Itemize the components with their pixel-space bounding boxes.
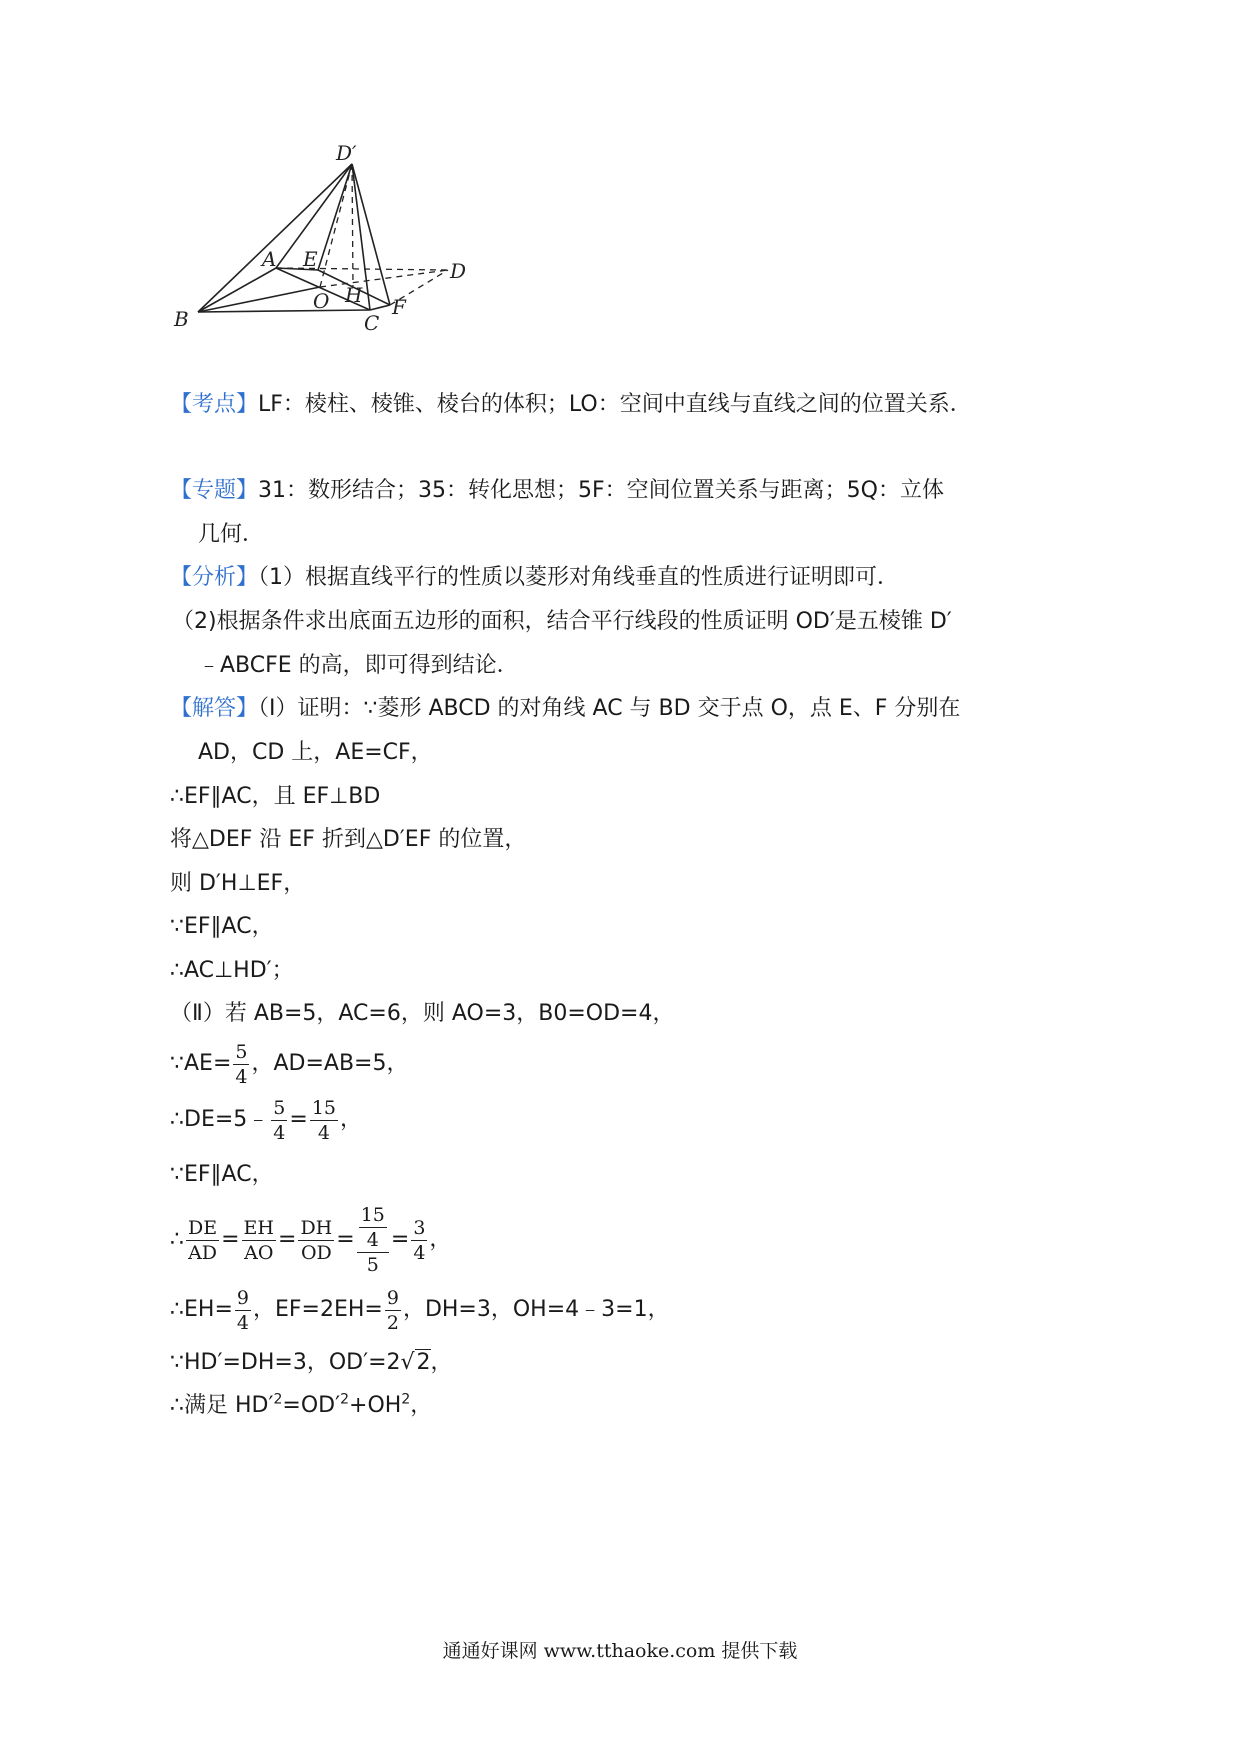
label-Dprime: D′ — [336, 141, 357, 165]
solution-line-1: ∴EF∥AC，且 EF⊥BD — [170, 784, 381, 809]
edge-BO — [198, 287, 320, 312]
pyramid-diagram — [174, 141, 540, 380]
label-F: F — [392, 295, 406, 319]
solution-line-11: ∴EH= $\frac{9}{4}$ ，EF=2EH= $\frac{9}{2}$ ，DH=3，OH=4﹣3=1， — [170, 1286, 670, 1334]
fraction-DE-AD: $\frac{DE}{AD}$ — [188, 1216, 218, 1264]
fraction-complex: $\frac{\frac{15}{4}}{5}$ — [357, 1203, 389, 1277]
fenxi-line-3: ﹣ABCFE 的高，即可得到结论． — [198, 653, 519, 678]
fenxi-line-2: （2)根据条件求出底面五边形的面积，结合平行线段的性质证明 OD′是五棱锥 D′ — [172, 609, 952, 634]
zhuanti-line-2: 几何． — [198, 522, 265, 547]
fenxi-text-1: （1）根据直线平行的性质以菱形对角线垂直的性质进行证明即可． — [258, 565, 900, 590]
jieda-tag: 【解答】 — [170, 696, 259, 721]
solution-line-6: （Ⅱ）若 AB=5，AC=6，则 AO=3，B0=OD=4， — [170, 1001, 675, 1026]
label-A: A — [262, 247, 277, 271]
label-C: C — [364, 311, 380, 335]
fraction-3-4: $\frac{3}{4}$ — [413, 1216, 426, 1264]
label-O: O — [313, 289, 330, 313]
solution-line-10: ∴ $\frac{DE}{AD}$ = $\frac{EH}{AO}$ = $\frac{DH}{OD}$ = $\frac{\frac{15}{4}}{5}$ = $\frac{3}{4}$ ， — [170, 1204, 452, 1276]
solution-line-13: ∴满足 $HD'^2=OD'^2+OH^2$， — [170, 1391, 433, 1418]
solution-line-12: ∵HD′=DH=3，OD′=2√2， — [170, 1348, 453, 1378]
label-H: H — [345, 283, 363, 307]
fraction-DH-OD: $\frac{DH}{OD}$ — [300, 1216, 333, 1264]
fraction-5-4b: $\frac{5}{4}$ — [273, 1096, 286, 1144]
pyramid-figure — [174, 141, 540, 380]
zhuanti-line — [170, 476, 944, 506]
solution-line-9: ∵EF∥AC， — [170, 1162, 274, 1187]
solution-line-8: ∴DE=5﹣ $\frac{5}{4}$ = $\frac{15}{4}$ ， — [170, 1096, 363, 1144]
dashed-DpH — [352, 164, 353, 286]
kaodian-tag: 【考点】 — [170, 392, 259, 417]
zhuanti-tag: 【专题】 — [170, 478, 259, 503]
solution-line-2: 将△DEF 沿 EF 折到△D′EF 的位置， — [170, 827, 527, 852]
jieda-text-1: （Ⅰ）证明：∵菱形 ABCD 的对角线 AC 与 BD 交于点 O，点 E、F 分别在 — [258, 696, 961, 721]
solution-line-4: ∵EF∥AC， — [170, 914, 274, 939]
fraction-15-4: $\frac{15}{4}$ — [311, 1096, 336, 1144]
fraction-9-2: $\frac{9}{2}$ — [386, 1286, 399, 1334]
fenxi-line — [170, 563, 899, 593]
zhuanti-text-1: 31：数形结合；35：转化思想；5F：空间位置关系与距离；5Q：立体 — [258, 478, 944, 503]
label-E: E — [303, 247, 318, 271]
jieda-line-2: AD，CD 上，AE=CF， — [198, 740, 433, 765]
solution-line-5: ∴AC⊥HD′； — [170, 958, 294, 983]
solution-line-7: ∵AE= $\frac{5}{4}$ ，AD=AB=5， — [170, 1040, 409, 1088]
jieda-line — [170, 694, 960, 724]
page-footer: 通通好课网 www.tthaoke.com 提供下载 — [442, 1640, 798, 1662]
fraction-EH-AO: $\frac{EH}{AO}$ — [243, 1216, 274, 1264]
sqrt-symbol: √2 — [400, 1350, 431, 1375]
fraction-5-4: $\frac{5}{4}$ — [235, 1040, 248, 1088]
fraction-9-4: $\frac{9}{4}$ — [236, 1286, 249, 1334]
label-D: D — [450, 259, 467, 283]
kaodian-text: LF：棱柱、棱锥、棱台的体积；LO：空间中直线与直线之间的位置关系． — [258, 392, 972, 417]
edge-CF — [370, 305, 390, 310]
label-B: B — [174, 307, 189, 331]
fenxi-tag: 【分析】 — [170, 565, 259, 590]
edge-BC — [198, 310, 370, 312]
solution-line-3: 则 D′H⊥EF， — [170, 871, 306, 896]
kaodian-line — [170, 390, 972, 420]
